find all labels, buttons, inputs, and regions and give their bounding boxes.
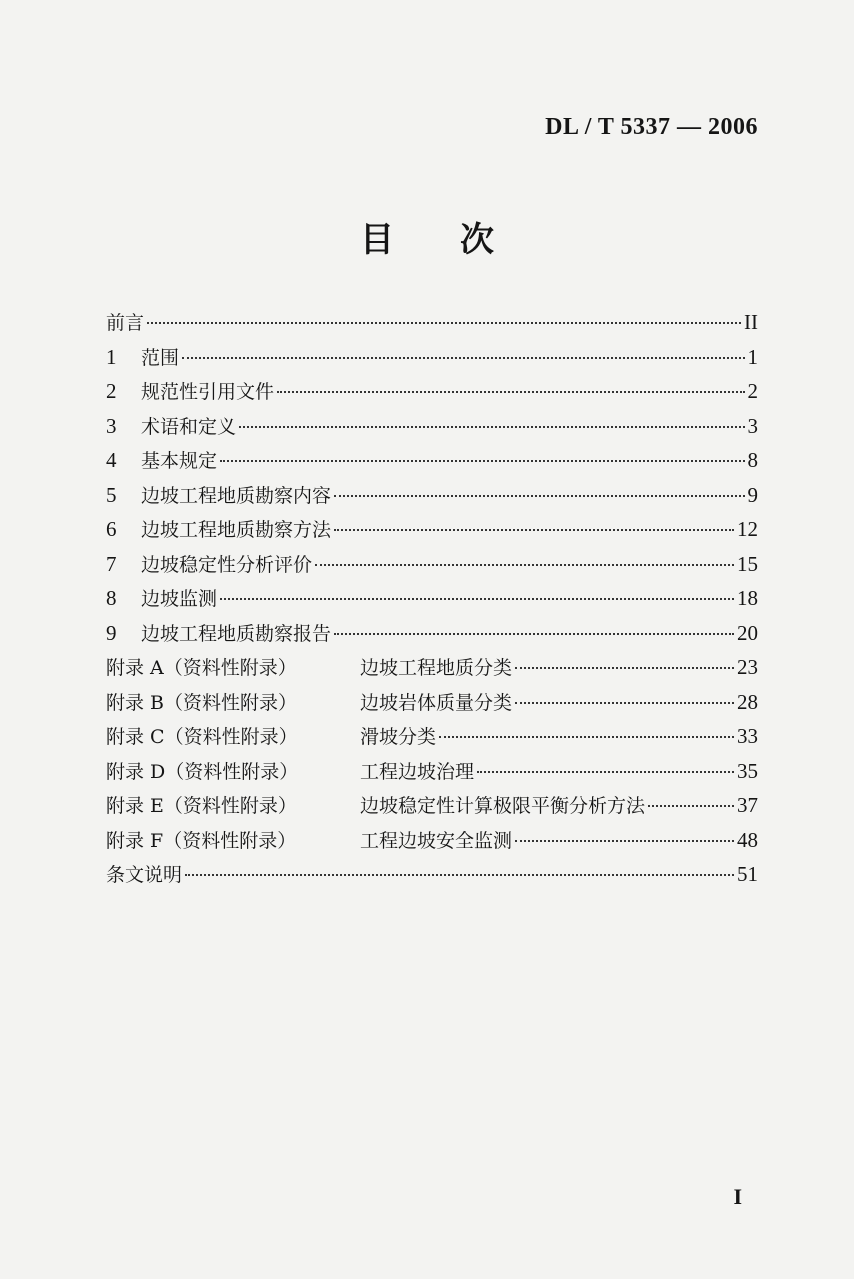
dot-leader — [334, 529, 734, 531]
toc-entry-label: 前言 — [106, 312, 145, 334]
dot-leader — [239, 426, 744, 428]
toc-appendix-prefix: 附录 A（资料性附录） — [106, 657, 297, 679]
dot-leader — [334, 633, 734, 635]
toc-entry-page: 12 — [737, 517, 758, 541]
table-of-contents — [106, 308, 758, 895]
toc-entry-appendix-d[interactable] — [106, 757, 758, 792]
toc-entry-page: 8 — [747, 448, 758, 472]
toc-appendix-prefix: 附录 E（资料性附录） — [106, 795, 297, 817]
toc-entry-chapter-5[interactable] — [106, 481, 758, 516]
toc-entry-page: 33 — [737, 724, 758, 748]
toc-entry-label: 滑坡分类 — [360, 726, 437, 748]
toc-entry-page: 15 — [737, 551, 758, 576]
dot-leader — [439, 736, 734, 738]
toc-entry-page: 35 — [737, 758, 758, 783]
toc-entry-number: 6 — [106, 517, 117, 541]
dot-leader — [182, 357, 744, 359]
toc-entry-label: 术语和定义 — [141, 415, 237, 438]
toc-entry-label: 边坡监测 — [141, 588, 218, 610]
toc-entry-appendix-e[interactable] — [106, 791, 758, 826]
toc-entry-label: 边坡稳定性计算极限平衡分析方法 — [360, 795, 646, 817]
dot-leader — [220, 598, 734, 600]
toc-appendix-prefix: 附录 B（资料性附录） — [106, 691, 298, 714]
toc-entry-chapter-6[interactable] — [106, 515, 758, 550]
page-title-char-1: 目 — [360, 220, 394, 260]
dot-leader — [147, 322, 741, 324]
page-title — [0, 212, 854, 261]
toc-entry-appendix-a[interactable] — [106, 653, 758, 688]
toc-entry-explanation[interactable] — [106, 860, 758, 895]
toc-entry-chapter-9[interactable] — [106, 619, 758, 654]
toc-entry-page: 9 — [747, 482, 758, 507]
toc-entry-number: 7 — [106, 551, 117, 576]
dot-leader — [334, 495, 744, 497]
toc-entry-label: 边坡工程地质勘察内容 — [141, 484, 332, 507]
toc-appendix-prefix: 附录 F（资料性附录） — [106, 829, 297, 852]
dot-leader — [515, 667, 734, 669]
toc-entry-number: 5 — [106, 482, 117, 507]
dot-leader — [515, 702, 734, 704]
toc-entry-page: II — [744, 310, 758, 334]
toc-entry-label: 范围 — [141, 346, 180, 369]
toc-entry-preface[interactable] — [106, 308, 758, 343]
toc-entry-chapter-7[interactable] — [106, 550, 758, 585]
dot-leader — [277, 391, 744, 393]
toc-appendix-prefix: 附录 D（资料性附录） — [106, 760, 299, 783]
toc-entry-page: 18 — [737, 586, 758, 610]
toc-entry-appendix-f[interactable] — [106, 826, 758, 861]
toc-entry-label: 规范性引用文件 — [141, 381, 275, 403]
dot-leader — [477, 771, 734, 773]
toc-entry-label: 边坡工程地质勘察方法 — [141, 519, 332, 541]
dot-leader — [648, 805, 734, 807]
toc-entry-number: 4 — [106, 448, 117, 472]
toc-entry-chapter-1[interactable] — [106, 343, 758, 378]
page-number: I — [733, 1184, 742, 1209]
toc-entry-page: 28 — [737, 689, 758, 714]
toc-entry-page: 2 — [747, 379, 758, 403]
toc-entry-chapter-8[interactable] — [106, 584, 758, 619]
toc-entry-page: 23 — [737, 655, 758, 679]
page-title-char-2: 次 — [460, 220, 494, 260]
dot-leader — [220, 460, 744, 462]
toc-entry-page: 20 — [737, 620, 758, 645]
toc-entry-appendix-b[interactable] — [106, 688, 758, 723]
toc-entry-page: 1 — [747, 344, 758, 369]
toc-entry-number: 1 — [106, 344, 117, 369]
toc-entry-number: 3 — [106, 413, 117, 438]
toc-entry-label: 边坡岩体质量分类 — [360, 691, 513, 714]
toc-entry-appendix-c[interactable] — [106, 722, 758, 757]
toc-entry-label: 边坡工程地质分类 — [360, 657, 513, 679]
toc-entry-page: 48 — [737, 827, 758, 852]
toc-entry-number: 2 — [106, 379, 117, 403]
toc-entry-label: 工程边坡治理 — [360, 760, 475, 783]
toc-entry-page: 37 — [737, 793, 758, 817]
standard-code: DL / T 5337 — 2006 — [545, 114, 758, 140]
toc-entry-chapter-4[interactable] — [106, 446, 758, 481]
toc-entry-chapter-2[interactable] — [106, 377, 758, 412]
toc-entry-number: 9 — [106, 620, 117, 645]
toc-entry-label: 边坡工程地质勘察报告 — [141, 622, 332, 645]
toc-appendix-prefix: 附录 C（资料性附录） — [106, 726, 298, 748]
toc-entry-number: 8 — [106, 586, 117, 610]
toc-entry-label: 条文说明 — [106, 864, 183, 886]
dot-leader — [515, 840, 734, 842]
toc-entry-label: 基本规定 — [141, 450, 218, 472]
toc-entry-page: 51 — [737, 862, 758, 886]
toc-entry-page: 3 — [747, 413, 758, 438]
toc-entry-label: 边坡稳定性分析评价 — [141, 553, 313, 576]
dot-leader — [185, 874, 734, 876]
dot-leader — [315, 564, 734, 566]
toc-entry-label: 工程边坡安全监测 — [360, 829, 513, 852]
toc-entry-chapter-3[interactable] — [106, 412, 758, 447]
